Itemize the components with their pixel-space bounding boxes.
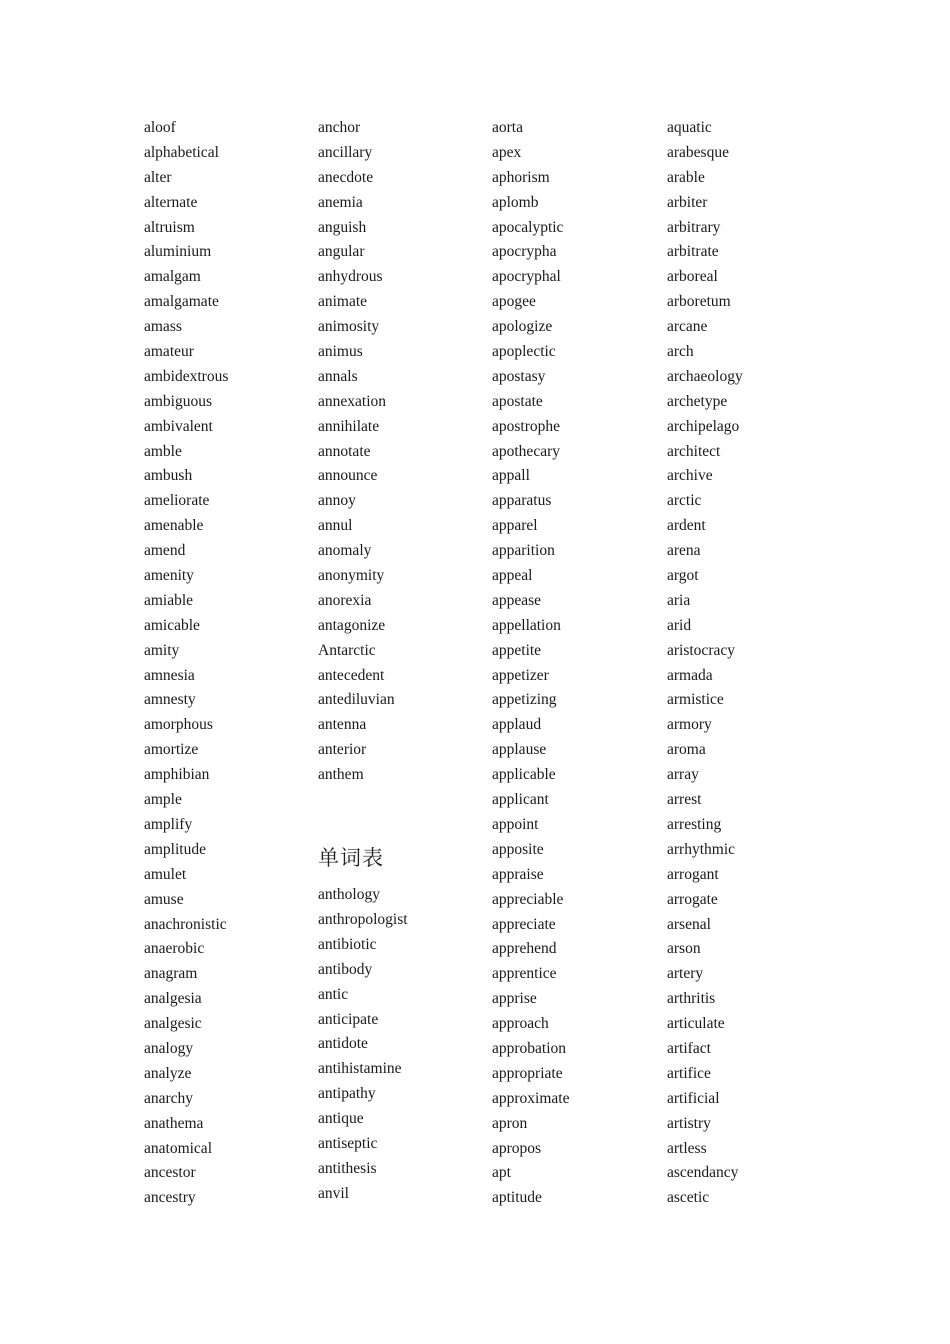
word-column-3 (492, 116, 662, 1211)
vocabulary-word: appraise (492, 865, 544, 883)
vocabulary-word: arsenal (667, 915, 711, 933)
vocabulary-word: anhydrous (318, 268, 383, 286)
vocabulary-word: aquatic (667, 119, 712, 136)
vocabulary-word: apothecary (492, 442, 560, 460)
vocabulary-word: anachronistic (144, 915, 227, 933)
vocabulary-word: amphibian (144, 766, 210, 784)
vocabulary-word: ancestor (144, 1164, 196, 1182)
vocabulary-word: animosity (318, 318, 380, 336)
vocabulary-word: artificial (667, 1089, 720, 1107)
vocabulary-word: annul (318, 517, 353, 535)
vocabulary-word: appellation (492, 616, 561, 634)
vocabulary-word: anvil (318, 1184, 349, 1202)
vocabulary-word: apostasy (492, 367, 546, 385)
vocabulary-word: ambidextrous (144, 367, 229, 385)
vocabulary-word: amulet (144, 865, 187, 883)
vocabulary-word: aorta (492, 119, 523, 136)
vocabulary-word: applicant (492, 791, 549, 809)
vocabulary-word: aluminium (144, 243, 212, 261)
vocabulary-word: anticipate (318, 1010, 379, 1028)
vocabulary-word: appall (492, 467, 530, 485)
vocabulary-word: apparatus (492, 492, 552, 510)
vocabulary-word: apropos (492, 1139, 542, 1157)
vocabulary-word: armada (667, 666, 713, 684)
vocabulary-word: arena (667, 542, 701, 560)
vocabulary-word: alphabetical (144, 143, 219, 161)
vocabulary-word: antique (318, 1110, 364, 1128)
vocabulary-word: archive (667, 467, 713, 485)
vocabulary-word: appetite (492, 641, 542, 659)
vocabulary-word: artifact (667, 1039, 711, 1057)
vocabulary-word: applaud (492, 716, 542, 734)
vocabulary-word: amnesia (144, 666, 195, 684)
vocabulary-word: amalgamate (144, 293, 219, 311)
vocabulary-word: arid (667, 616, 692, 634)
vocabulary-word: approach (492, 1015, 549, 1033)
vocabulary-word: anthem (318, 766, 364, 784)
vocabulary-word: aria (667, 591, 691, 609)
vocabulary-word: apocryphal (492, 268, 561, 286)
vocabulary-word: anthology (318, 886, 380, 904)
vocabulary-word: ambivalent (144, 417, 213, 435)
vocabulary-word: amateur (144, 343, 194, 361)
vocabulary-word: appreciable (492, 890, 564, 908)
vocabulary-word: arch (667, 343, 694, 361)
vocabulary-word: animus (318, 343, 363, 361)
vocabulary-word: antipathy (318, 1085, 376, 1103)
vocabulary-word: arrogate (667, 890, 718, 908)
vocabulary-word: apprentice (492, 965, 557, 983)
vocabulary-word: aphorism (492, 168, 550, 186)
vocabulary-word: armory (667, 716, 712, 734)
vocabulary-word: arctic (667, 492, 702, 510)
vocabulary-word: amicable (144, 616, 200, 634)
vocabulary-word: apprise (492, 990, 537, 1008)
vocabulary-word: anecdote (318, 168, 374, 186)
vocabulary-word: appetizer (492, 666, 549, 684)
word-column-2 (318, 116, 488, 1207)
vocabulary-word: amenity (144, 567, 194, 585)
vocabulary-word: aptitude (492, 1189, 542, 1207)
vocabulary-word: artistry (667, 1114, 711, 1132)
vocabulary-word: anorexia (318, 591, 372, 609)
vocabulary-word: arabesque (667, 143, 729, 161)
vocabulary-word: armistice (667, 691, 724, 709)
vocabulary-word: archetype (667, 392, 728, 410)
vocabulary-word: approximate (492, 1089, 570, 1107)
vocabulary-word: apologize (492, 318, 553, 336)
vocabulary-word: aloof (144, 119, 176, 136)
word-column-2-bottom (318, 883, 488, 1207)
vocabulary-word: amorphous (144, 716, 213, 734)
vocabulary-word: ardent (667, 517, 706, 535)
vocabulary-word: arboreal (667, 268, 718, 286)
vocabulary-word: anguish (318, 218, 367, 236)
vocabulary-word: anemia (318, 193, 363, 211)
vocabulary-word: ancestry (144, 1189, 196, 1207)
vocabulary-word: analgesic (144, 1015, 202, 1033)
vocabulary-word: amenable (144, 517, 204, 535)
section-heading: 单词表 (318, 846, 384, 871)
vocabulary-word: anarchy (144, 1089, 194, 1107)
vocabulary-word: antic (318, 985, 349, 1003)
vocabulary-word: anterior (318, 741, 367, 759)
vocabulary-word: appreciate (492, 915, 556, 933)
vocabulary-word: arresting (667, 815, 722, 833)
vocabulary-word: alter (144, 168, 172, 186)
vocabulary-word: annals (318, 367, 358, 385)
vocabulary-word: amnesty (144, 691, 196, 709)
vocabulary-word: amity (144, 641, 180, 659)
vocabulary-word: amiable (144, 591, 194, 609)
vocabulary-word: apostrophe (492, 417, 561, 435)
vocabulary-word: archaeology (667, 367, 743, 385)
vocabulary-word: arbiter (667, 193, 708, 211)
vocabulary-word: arrogant (667, 865, 719, 883)
vocabulary-word: apex (492, 143, 522, 161)
vocabulary-word: artifice (667, 1064, 711, 1082)
vocabulary-word: antibody (318, 960, 373, 978)
vocabulary-word: apprehend (492, 940, 557, 958)
vocabulary-word: anagram (144, 965, 198, 983)
vocabulary-word: apron (492, 1114, 528, 1132)
vocabulary-word: antagonize (318, 616, 386, 634)
vocabulary-word: analgesia (144, 990, 202, 1008)
vocabulary-word: anomaly (318, 542, 372, 560)
vocabulary-word: approbation (492, 1039, 567, 1057)
vocabulary-word: anonymity (318, 567, 385, 585)
vocabulary-word: applicable (492, 766, 556, 784)
vocabulary-word: architect (667, 442, 721, 460)
vocabulary-word: antiseptic (318, 1134, 378, 1152)
vocabulary-word: aroma (667, 741, 706, 759)
vocabulary-word: amend (144, 542, 186, 560)
vocabulary-word: argot (667, 567, 699, 585)
vocabulary-word: articulate (667, 1015, 725, 1033)
vocabulary-word: anaerobic (144, 940, 205, 958)
vocabulary-word: ample (144, 791, 182, 809)
word-column-4 (667, 116, 837, 1211)
vocabulary-word: arable (667, 168, 705, 186)
vocabulary-word: array (667, 766, 699, 784)
vocabulary-word: apparel (492, 517, 538, 535)
vocabulary-word: arcane (667, 318, 708, 336)
vocabulary-word: annexation (318, 392, 387, 410)
vocabulary-word: antihistamine (318, 1060, 402, 1078)
vocabulary-word: apt (492, 1164, 511, 1182)
vocabulary-word: arbitrate (667, 243, 719, 261)
vocabulary-word: antecedent (318, 666, 385, 684)
vocabulary-word: amuse (144, 890, 184, 908)
vocabulary-word: archipelago (667, 417, 740, 435)
vocabulary-word: angular (318, 243, 365, 261)
vocabulary-word: ancillary (318, 143, 373, 161)
vocabulary-word: annotate (318, 442, 371, 460)
vocabulary-word: aristocracy (667, 641, 735, 659)
vocabulary-word: applause (492, 741, 547, 759)
vocabulary-word: arrhythmic (667, 840, 736, 858)
vocabulary-word: apoplectic (492, 343, 556, 361)
vocabulary-word: amortize (144, 741, 199, 759)
vocabulary-word: annihilate (318, 417, 380, 435)
vocabulary-word: appease (492, 591, 542, 609)
vocabulary-word: apocrypha (492, 243, 557, 261)
word-column-2-top (318, 116, 488, 788)
vocabulary-word: amplify (144, 815, 193, 833)
vocabulary-word: ascendancy (667, 1164, 739, 1182)
vocabulary-word: amble (144, 442, 182, 460)
vocabulary-word: apposite (492, 840, 544, 858)
vocabulary-word: announce (318, 467, 378, 485)
vocabulary-word: antibiotic (318, 935, 377, 953)
vocabulary-word: annoy (318, 492, 356, 510)
vocabulary-word: appeal (492, 567, 533, 585)
vocabulary-word: anatomical (144, 1139, 212, 1157)
vocabulary-word: ambiguous (144, 392, 213, 410)
vocabulary-word: arson (667, 940, 701, 958)
vocabulary-word: antenna (318, 716, 367, 734)
vocabulary-word: amass (144, 318, 182, 336)
vocabulary-word: artless (667, 1139, 707, 1157)
vocabulary-word: apparition (492, 542, 555, 560)
vocabulary-word: antithesis (318, 1159, 377, 1177)
vocabulary-word: appetizing (492, 691, 557, 709)
vocabulary-word: arboretum (667, 293, 731, 311)
vocabulary-word: ameliorate (144, 492, 210, 510)
vocabulary-word: antediluvian (318, 691, 395, 709)
vocabulary-word: apogee (492, 293, 536, 311)
vocabulary-word: aplomb (492, 193, 539, 211)
vocabulary-word: anchor (318, 119, 361, 136)
vocabulary-word: anthropologist (318, 910, 408, 928)
vocabulary-word: apocalyptic (492, 218, 564, 236)
vocabulary-word: apostate (492, 392, 543, 410)
vocabulary-word: Antarctic (318, 641, 376, 659)
vocabulary-word: appoint (492, 815, 539, 833)
vocabulary-word: ambush (144, 467, 193, 485)
vocabulary-word: appropriate (492, 1064, 563, 1082)
vocabulary-word: altruism (144, 218, 195, 236)
vocabulary-word: anathema (144, 1114, 204, 1132)
vocabulary-word: artery (667, 965, 704, 983)
vocabulary-word: ascetic (667, 1189, 710, 1207)
vocabulary-word: amalgam (144, 268, 201, 286)
vocabulary-word: animate (318, 293, 368, 311)
vocabulary-word: amplitude (144, 840, 206, 858)
vocabulary-word: analyze (144, 1064, 192, 1082)
vocabulary-word: antidote (318, 1035, 368, 1053)
vocabulary-word: arrest (667, 791, 702, 809)
word-column-1 (144, 116, 314, 1211)
vocabulary-word: analogy (144, 1039, 194, 1057)
vocabulary-word: arthritis (667, 990, 716, 1008)
vocabulary-word: arbitrary (667, 218, 721, 236)
vocabulary-word: alternate (144, 193, 198, 211)
